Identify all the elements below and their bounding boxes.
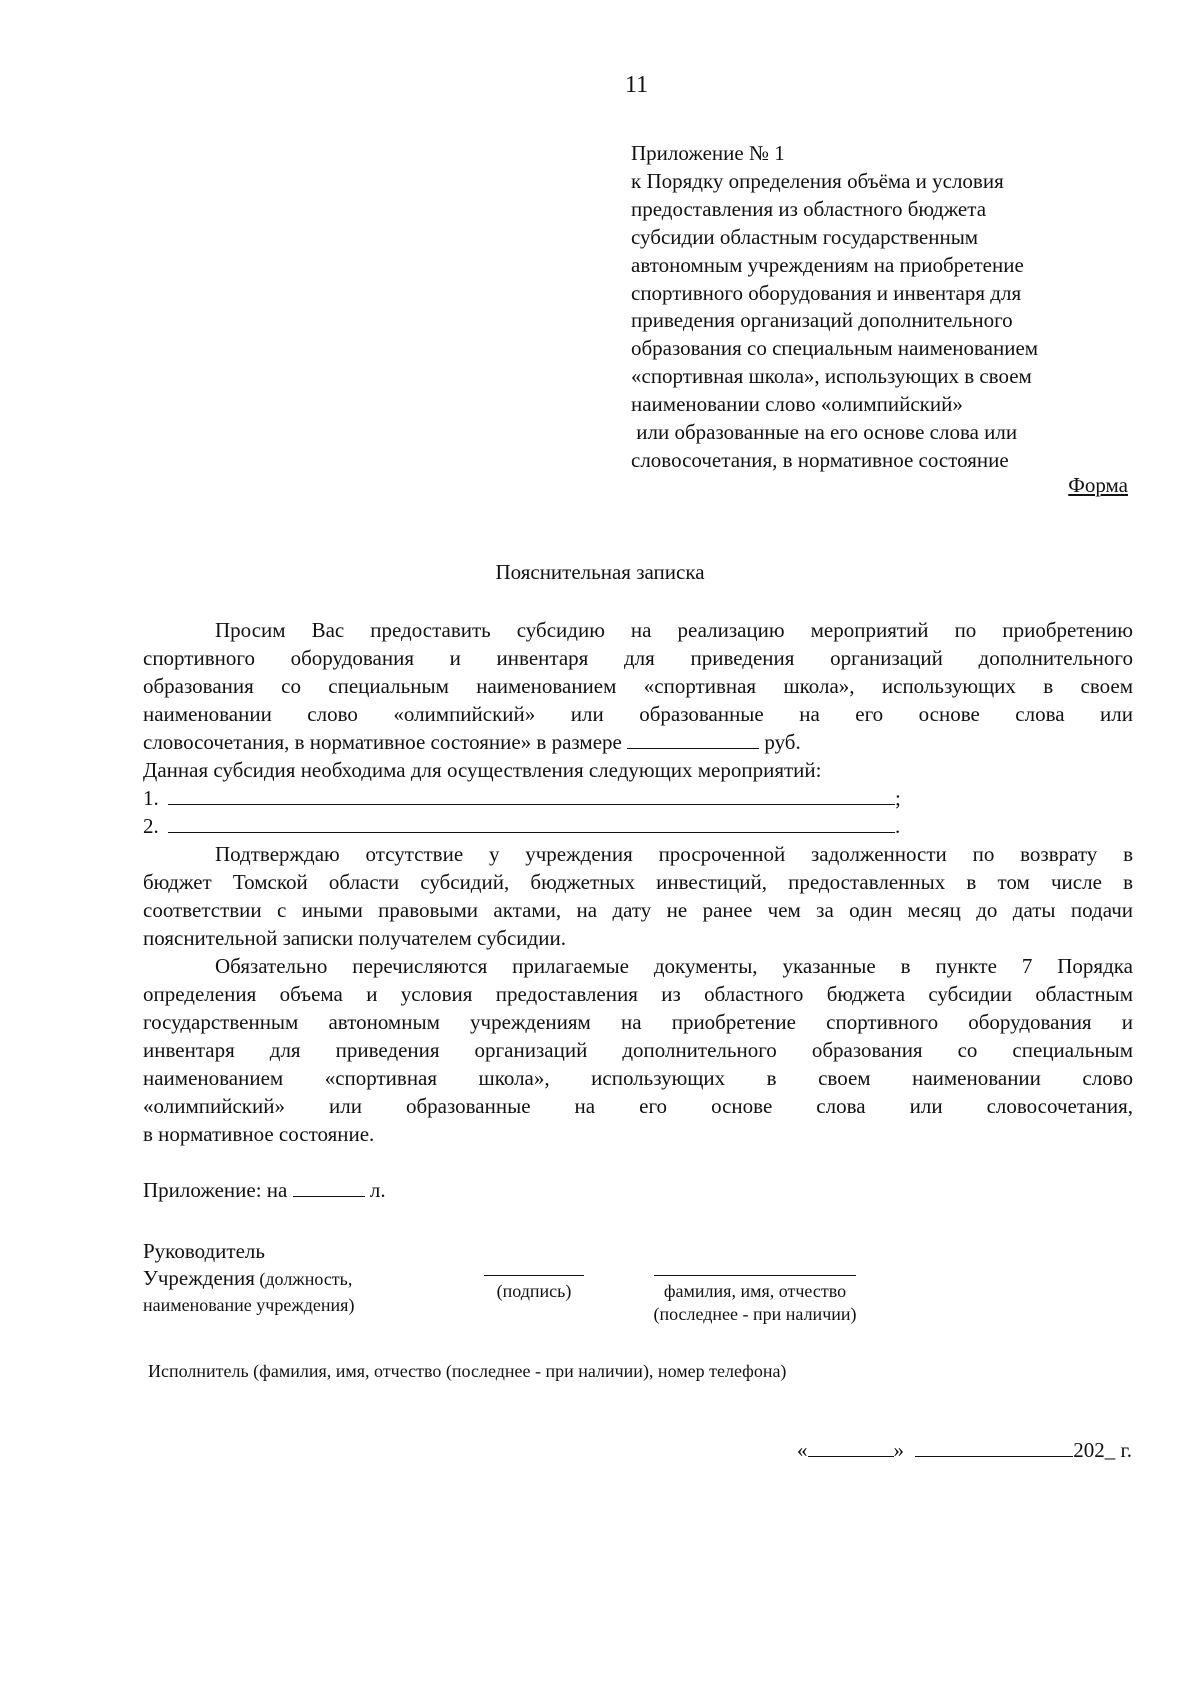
paragraph-line: наименовании слово «олимпийский» или образованные на его основе слова или (143, 702, 1133, 726)
paragraph-line: «олимпийский» или образованные на его основе слова или словосочетания, (143, 1094, 1133, 1118)
paragraph-line: бюджет Томской области субсидий, бюджетных инвестиций, предоставленных в том числе в (143, 870, 1133, 894)
head-note-institution: наименование учреждения) (143, 1295, 355, 1315)
appendix-line: образования со специальным наименованием (631, 336, 1039, 361)
signature-line (484, 1275, 584, 1276)
attachment-suffix: л. (369, 1178, 386, 1202)
name-line (654, 1275, 856, 1276)
paragraph-line: спортивного оборудования и инвентаря для приведения организаций дополнительного (143, 646, 1133, 670)
date-day-blank (808, 1438, 894, 1457)
amount-blank (627, 730, 759, 749)
paragraph-line: определения объема и условия предоставления из областного бюджета субсидии областным (143, 982, 1133, 1006)
form-label: Форма (1068, 473, 1128, 497)
measure-blank-2 (168, 814, 895, 833)
head-title-institution (143, 1266, 352, 1291)
attachment-line (143, 1178, 1133, 1203)
item-number: 1. (143, 786, 159, 810)
head-note: (должность, (254, 1269, 353, 1289)
executor-line: Исполнитель (фамилия, имя, отчество (последнее - при наличии), номер телефона) (148, 1361, 787, 1381)
page-number: 11 (625, 72, 649, 98)
date-open-quote: « (797, 1438, 808, 1462)
paragraph-line: в нормативное состояние. (143, 1122, 375, 1146)
head-title: Руководитель (143, 1239, 265, 1263)
measure-item-1 (143, 786, 1133, 811)
paragraph-line: наименованием «спортивная школа», использующих в своем наименовании слово (143, 1066, 1133, 1090)
appendix-line: Приложение № 1 (631, 141, 785, 165)
appendix-line: словосочетания, в нормативное состояние (631, 447, 1009, 472)
item-number: 2. (143, 814, 159, 838)
appendix-line: спортивного оборудования и инвентаря для (631, 280, 1022, 305)
amount-line-text: словосочетания, в нормативное состояние» в размере (143, 730, 622, 754)
appendix-line: наименовании слово «олимпийский» (631, 392, 963, 417)
paragraph-line: пояснительной записки получателем субсидии. (143, 926, 566, 950)
attachment-pages-blank (293, 1178, 365, 1197)
name-label: фамилия, имя, отчество (663, 1281, 847, 1301)
appendix-header (631, 140, 1038, 475)
date-line (797, 1438, 1132, 1463)
name-note: (последнее - при наличии) (653, 1304, 857, 1324)
amount-line (143, 730, 1133, 755)
paragraph-line: государственным автономным учреждениям на приобретение спортивного оборудования и (143, 1010, 1133, 1034)
paragraph-line: Просим Вас предоставить субсидию на реализацию мероприятий по приобретению (215, 618, 1133, 642)
paragraph-line: Обязательно перечисляются прилагаемые документы, указанные в пункте 7 Порядка (215, 954, 1133, 978)
appendix-line: субсидии областным государственным (631, 224, 979, 249)
purpose-line: Данная субсидия необходима для осуществления следующих мероприятий: (143, 758, 822, 782)
item-end: . (895, 814, 901, 838)
date-month-blank (915, 1438, 1073, 1457)
head-line2: Учреждения (143, 1266, 255, 1290)
appendix-line: или образованные на его основе слова или (631, 420, 1018, 445)
paragraph-line: Подтверждаю отсутствие у учреждения просроченной задолженности по возврату в (215, 842, 1133, 866)
item-end: ; (895, 786, 901, 810)
measure-blank-1 (168, 786, 895, 805)
attachment-prefix: Приложение: на (143, 1178, 288, 1202)
paragraph-line: соответствии с иными правовыми актами, на дату не ранее чем за один месяц до даты подачи (143, 898, 1133, 922)
currency-label: руб. (764, 730, 801, 754)
date-close-quote: » (893, 1438, 904, 1462)
date-year: 202_ г. (1073, 1438, 1132, 1462)
signature-label: (подпись) (496, 1281, 572, 1301)
measure-item-2 (143, 814, 1133, 839)
document-title: Пояснительная записка (495, 560, 705, 584)
appendix-line: автономным учреждениям на приобретение (631, 252, 1024, 277)
appendix-line: «спортивная школа», использующих в своем (631, 364, 1032, 389)
paragraph-line: образования со специальным наименованием «спортивная школа», использующих в своем (143, 674, 1133, 698)
appendix-line: предоставления из областного бюджета (631, 196, 987, 221)
appendix-line: к Порядку определения объёма и условия (631, 168, 1004, 193)
paragraph-line: инвентаря для приведения организаций дополнительного образования со специальным (143, 1038, 1133, 1062)
appendix-line: приведения организаций дополнительного (631, 308, 1013, 333)
